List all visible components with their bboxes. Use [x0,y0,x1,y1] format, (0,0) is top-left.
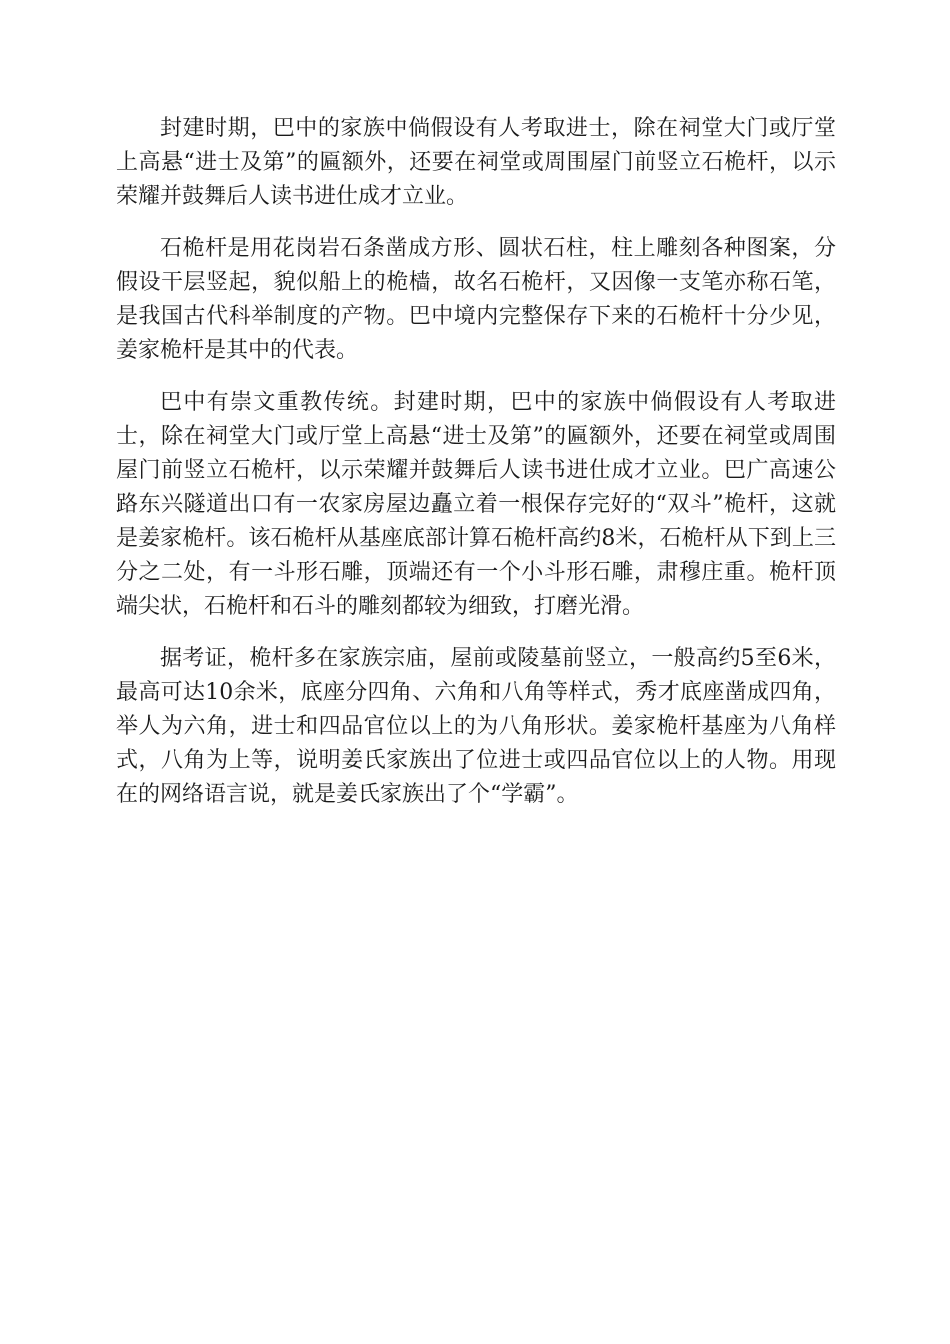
paragraph-2: 石桅杆是用花岗岩石条凿成方形、圆状石柱，柱上雕刻各种图案，分假设干层竖起，貌似船上的桅樯，故名石桅杆，又因像一支笔亦称石笔，是我国古代科举制度的产物。巴中境内完整保存下来的石桅杆十分少见，姜家桅杆是其中的代表。 [116,236,836,363]
paragraph-1: 封建时期，巴中的家族中倘假设有人考取进士，除在祠堂大门或厅堂上高悬“进士及第”的匾额外，还要在祠堂或周围屋门前竖立石桅杆，以示荣耀并鼓舞后人读书进仕成才立业。 [116,116,836,209]
paragraph-3: 巴中有崇文重教传统。封建时期，巴中的家族中倘假设有人考取进士，除在祠堂大门或厅堂上高悬“进士及第”的匾额外，还要在祠堂或周围屋门前竖立石桅杆，以示荣耀并鼓舞后人读书进仕成才立业。巴广高速公路东兴隧道出口有一农家房屋边矗立着一根保存完好的“双斗”桅杆，这就是姜家桅杆。该石桅杆从基座底部计算石桅杆高约8米，石桅杆从下到上三分之二处，有一斗形石雕，顶端还有一个小斗形石雕，肃穆庄重。桅杆顶端尖状，石桅杆和石斗的雕刻都较为细致，打磨光滑。 [116,390,836,619]
paragraph-4: 据考证，桅杆多在家族宗庙，屋前或陵墓前竖立，一般高约5至6米，最高可达10余米，底座分四角、六角和八角等样式，秀才底座凿成四角，举人为六角，进士和四品官位以上的为八角形状。姜家桅杆基座为八角样式，八角为上等，说明姜氏家族出了位进士或四品官位以上的人物。用现在的网络语言说，就是姜氏家族出了个“学霸”。 [116,646,836,807]
document-body [116,112,836,830]
